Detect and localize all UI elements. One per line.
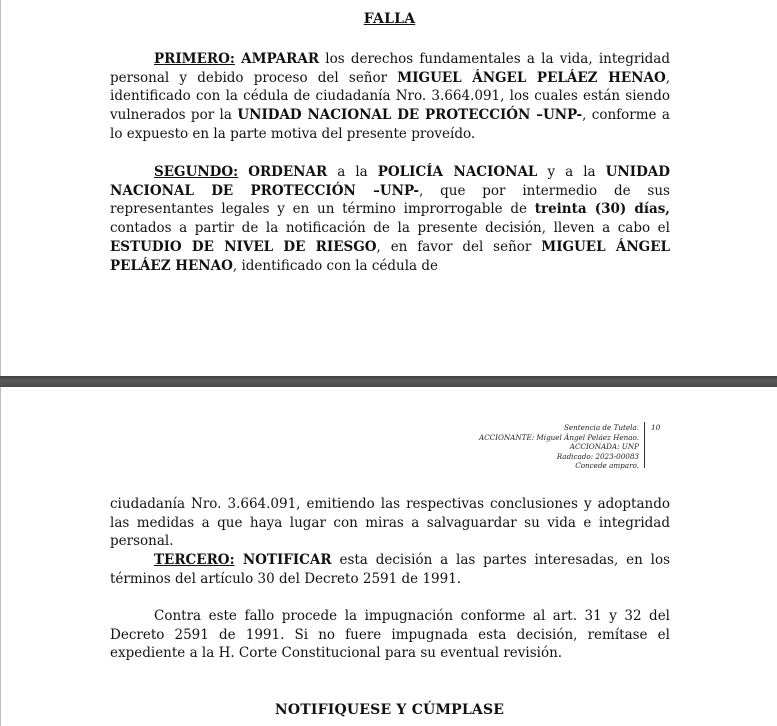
tercero-label: TERCERO: <box>154 552 235 568</box>
plaintiff-name: MIGUEL ÁNGEL PELÁEZ HENAO <box>110 238 670 274</box>
contra-paragraph <box>110 607 670 663</box>
header-divider <box>644 422 645 468</box>
entity-name: UNIDAD NACIONAL DE PROTECCIÓN –UNP- <box>110 164 670 199</box>
segundo-label: SEGUNDO: <box>154 164 239 180</box>
document-page-2 <box>0 387 777 726</box>
tercero-text: esta decisión a las partes interesadas, en los términos del artículo 30 del Decreto 2591 de 1991. <box>110 552 670 587</box>
continuation-paragraph: ciudadanía Nro. 3.664.091, emitiendo las respectivas conclusiones y adoptando las medidas a que haya lugar con miras a salvaguardar su vida e integridad personal. <box>110 496 670 550</box>
segundo-text: , que por intermedio de sus representantes legales y en un término improrrogable de <box>110 182 670 218</box>
primero-action: AMPARAR <box>241 51 320 67</box>
header-line: Radicado: 2023-00083 <box>556 451 639 461</box>
header-line: Sentencia de Tutela. <box>563 423 639 432</box>
plaintiff-name: MIGUEL ÁNGEL PELÁEZ HENAO <box>397 69 666 86</box>
primero-text: los derechos fundamentales a la vida, integridad personal y debido proceso del señor <box>110 51 670 86</box>
segundo-text: a la <box>327 164 378 180</box>
header-line: ACCIONADA: UNP <box>569 442 639 452</box>
police-name: POLICÍA NACIONAL <box>377 164 538 180</box>
contra-text: Contra este fallo procede la impugnación conforme al art. 31 y 32 del Decreto 2591 de 1991. Si no fuere impugnada esta decisión, remítase el expediente a la H. Corte Constitucional para su eventual revisión. <box>110 608 670 662</box>
segundo-text: , en favor del señor <box>376 238 542 255</box>
term-days: treinta (30) días, <box>534 201 670 218</box>
segundo-paragraph <box>110 163 670 275</box>
segundo-text: , identificado con la cédula de <box>232 257 439 274</box>
entity-name: UNIDAD NACIONAL DE PROTECCIÓN –UNP- <box>237 107 583 124</box>
risk-study: ESTUDIO DE NIVEL DE RIESGO <box>110 238 377 255</box>
case-header <box>471 423 639 471</box>
primero-text: , conforme a lo expuesto en la parte motiva del presente proveído. <box>110 107 670 142</box>
tercero-paragraph <box>110 551 670 588</box>
page-number: 10 <box>651 423 661 432</box>
primero-label: PRIMERO: <box>154 51 235 67</box>
closing-heading: NOTIFIQUESE Y CÚMPLASE <box>274 702 505 718</box>
primero-text: , identificado con la cédula de ciudadanía Nro. 3.664.091, los cuales están siendo vulnerados por la <box>110 69 670 124</box>
segundo-text: y a la <box>537 164 606 180</box>
segundo-action: ORDENAR <box>248 164 328 180</box>
header-line: ACCIONANTE: Miguel Ángel Peláez Henao. <box>478 432 639 442</box>
segundo-text: contados a partir de la notificación de la presente decisión, lleven a cabo el <box>110 220 670 237</box>
primero-paragraph <box>110 50 670 144</box>
tercero-action: NOTIFICAR <box>234 552 332 568</box>
falla-heading: FALLA <box>363 11 416 27</box>
header-line: Concede amparo. <box>575 461 639 471</box>
page-separator <box>0 376 777 387</box>
